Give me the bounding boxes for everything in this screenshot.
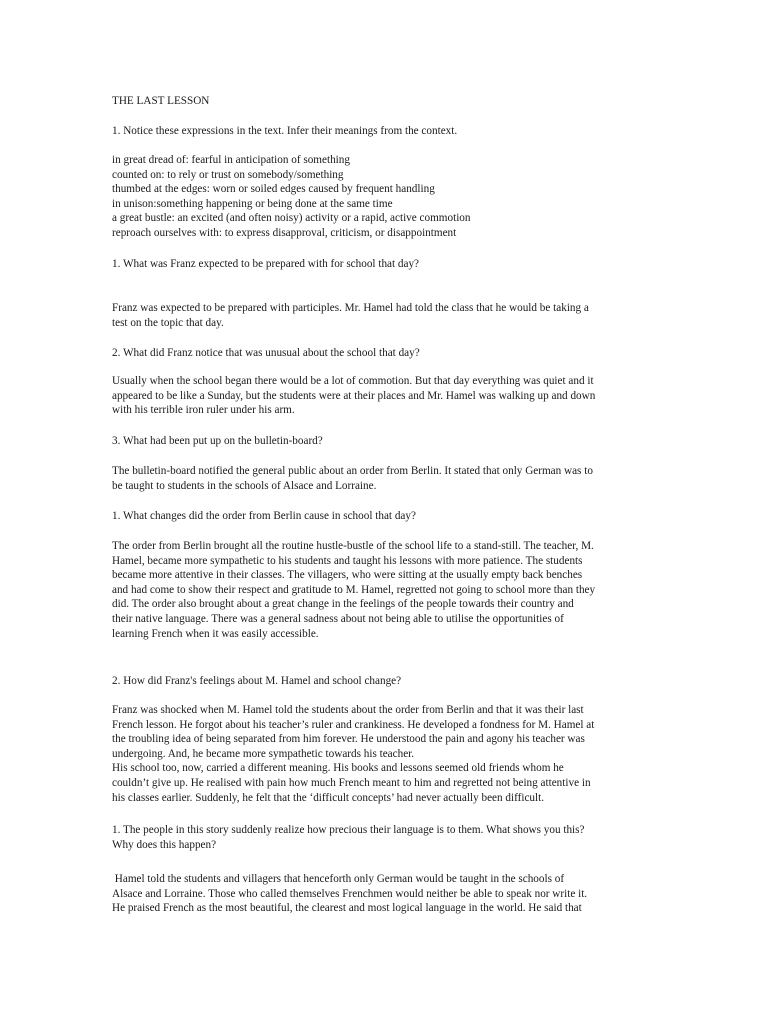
answer-4-line: their native language. There was a general sadness about not being able to utilise the opportunities of bbox=[112, 613, 564, 625]
answer-1-line: test on the topic that day. bbox=[112, 316, 224, 329]
question-5: 2. How did Franz's feelings about M. Hamel and school change? bbox=[112, 675, 402, 687]
expression-line: thumbed at the edges: worn or soiled edges caused by frequent handling bbox=[112, 183, 435, 196]
expression-line: in unison:something happening or being done at the same time bbox=[112, 197, 393, 210]
answer-6-line: Hamel told the students and villagers that henceforth only German would be taught in the schools of bbox=[112, 873, 565, 885]
expression-line: counted on: to rely or trust on somebody/something bbox=[112, 168, 344, 181]
question-6-line: Why does this happen? bbox=[112, 838, 217, 851]
question-4: 1. What changes did the order from Berlin cause in school that day? bbox=[112, 510, 416, 522]
answer-5-line: Franz was shocked when M. Hamel told the students about the order from Berlin and that it was their last bbox=[112, 704, 584, 716]
answer-6-line: Alsace and Lorraine. Those who called themselves Frenchmen would neither be able to speak nor write it. bbox=[112, 887, 588, 900]
answer-3-line: be taught to students in the schools of Alsace and Lorraine. bbox=[112, 479, 377, 492]
answer-3-line: The bulletin-board notified the general public about an order from Berlin. It stated that only German was to bbox=[112, 465, 593, 477]
answer-5-line: French lesson. He forgot about his teacher’s ruler and crankiness. He developed a fondness for M. Hamel at bbox=[112, 718, 595, 731]
answer-1-line: Franz was expected to be prepared with participles. Mr. Hamel had told the class that he would be taking a bbox=[112, 302, 589, 314]
expression-line: in great dread of: fearful in anticipation of something bbox=[112, 154, 350, 166]
answer-4-line: learning French when it was easily accessible. bbox=[112, 627, 319, 640]
expression-line: a great bustle: an excited (and often noisy) activity or a rapid, active commotion bbox=[112, 212, 471, 225]
answer-5-line: couldn’t give up. He realised with pain how much French meant to him and regretted not being attentive in bbox=[112, 777, 591, 789]
answer-5-line: His school too, now, carried a different meaning. His books and lessons seemed old friends whom he bbox=[112, 762, 564, 775]
question-6-line: 1. The people in this story suddenly realize how precious their language is to them. What shows you this? bbox=[112, 824, 585, 836]
answer-4-line: did. The order also brought about a great change in the feelings of the people towards their country and bbox=[112, 598, 574, 611]
answer-5-line: his classes earlier. Suddenly, he felt that the ‘difficult concepts’ had never actually been difficult. bbox=[112, 791, 545, 804]
question-2: 2. What did Franz notice that was unusual about the school that day? bbox=[112, 347, 420, 359]
answer-2-line: Usually when the school began there would be a lot of commotion. But that day everything was quiet and it bbox=[112, 375, 594, 387]
question-notice: 1. Notice these expressions in the text. Infer their meanings from the context. bbox=[112, 125, 458, 137]
question-1: 1. What was Franz expected to be prepared with for school that day? bbox=[112, 258, 420, 270]
question-3: 3. What had been put up on the bulletin-board? bbox=[112, 435, 323, 447]
answer-4-line: and had come to show their respect and gratitude to M. Hamel, regretted not going to school more than they bbox=[112, 583, 596, 596]
answer-4-line: Hamel, became more sympathetic to his students and taught his lessons with more patience. The students bbox=[112, 554, 583, 567]
expression-line: reproach ourselves with: to express disapproval, criticism, or disappointment bbox=[112, 227, 457, 239]
answer-4-line: became more attentive in their classes. The villagers, who were sitting at the usually empty back benches bbox=[112, 569, 583, 582]
answer-2-line: appeared to be like a Sunday, but the students were at their places and Mr. Hamel was walking up and down bbox=[112, 389, 596, 402]
answer-2-line: with his terrible iron ruler under his arm. bbox=[112, 404, 295, 417]
answer-5-line: undergoing. And, he became more sympathetic towards his teacher. bbox=[112, 747, 415, 760]
answer-5-line: the troubling idea of being separated from him forever. He understood the pain and agony his teacher was bbox=[112, 733, 585, 746]
answer-6-line: He praised French as the most beautiful, the clearest and most logical language in the world. He said that bbox=[112, 902, 582, 915]
answer-4-line: The order from Berlin brought all the routine hustle-bustle of the school life to a stand-still. The teacher, M. bbox=[112, 540, 594, 552]
document-title: THE LAST LESSON bbox=[112, 95, 210, 107]
